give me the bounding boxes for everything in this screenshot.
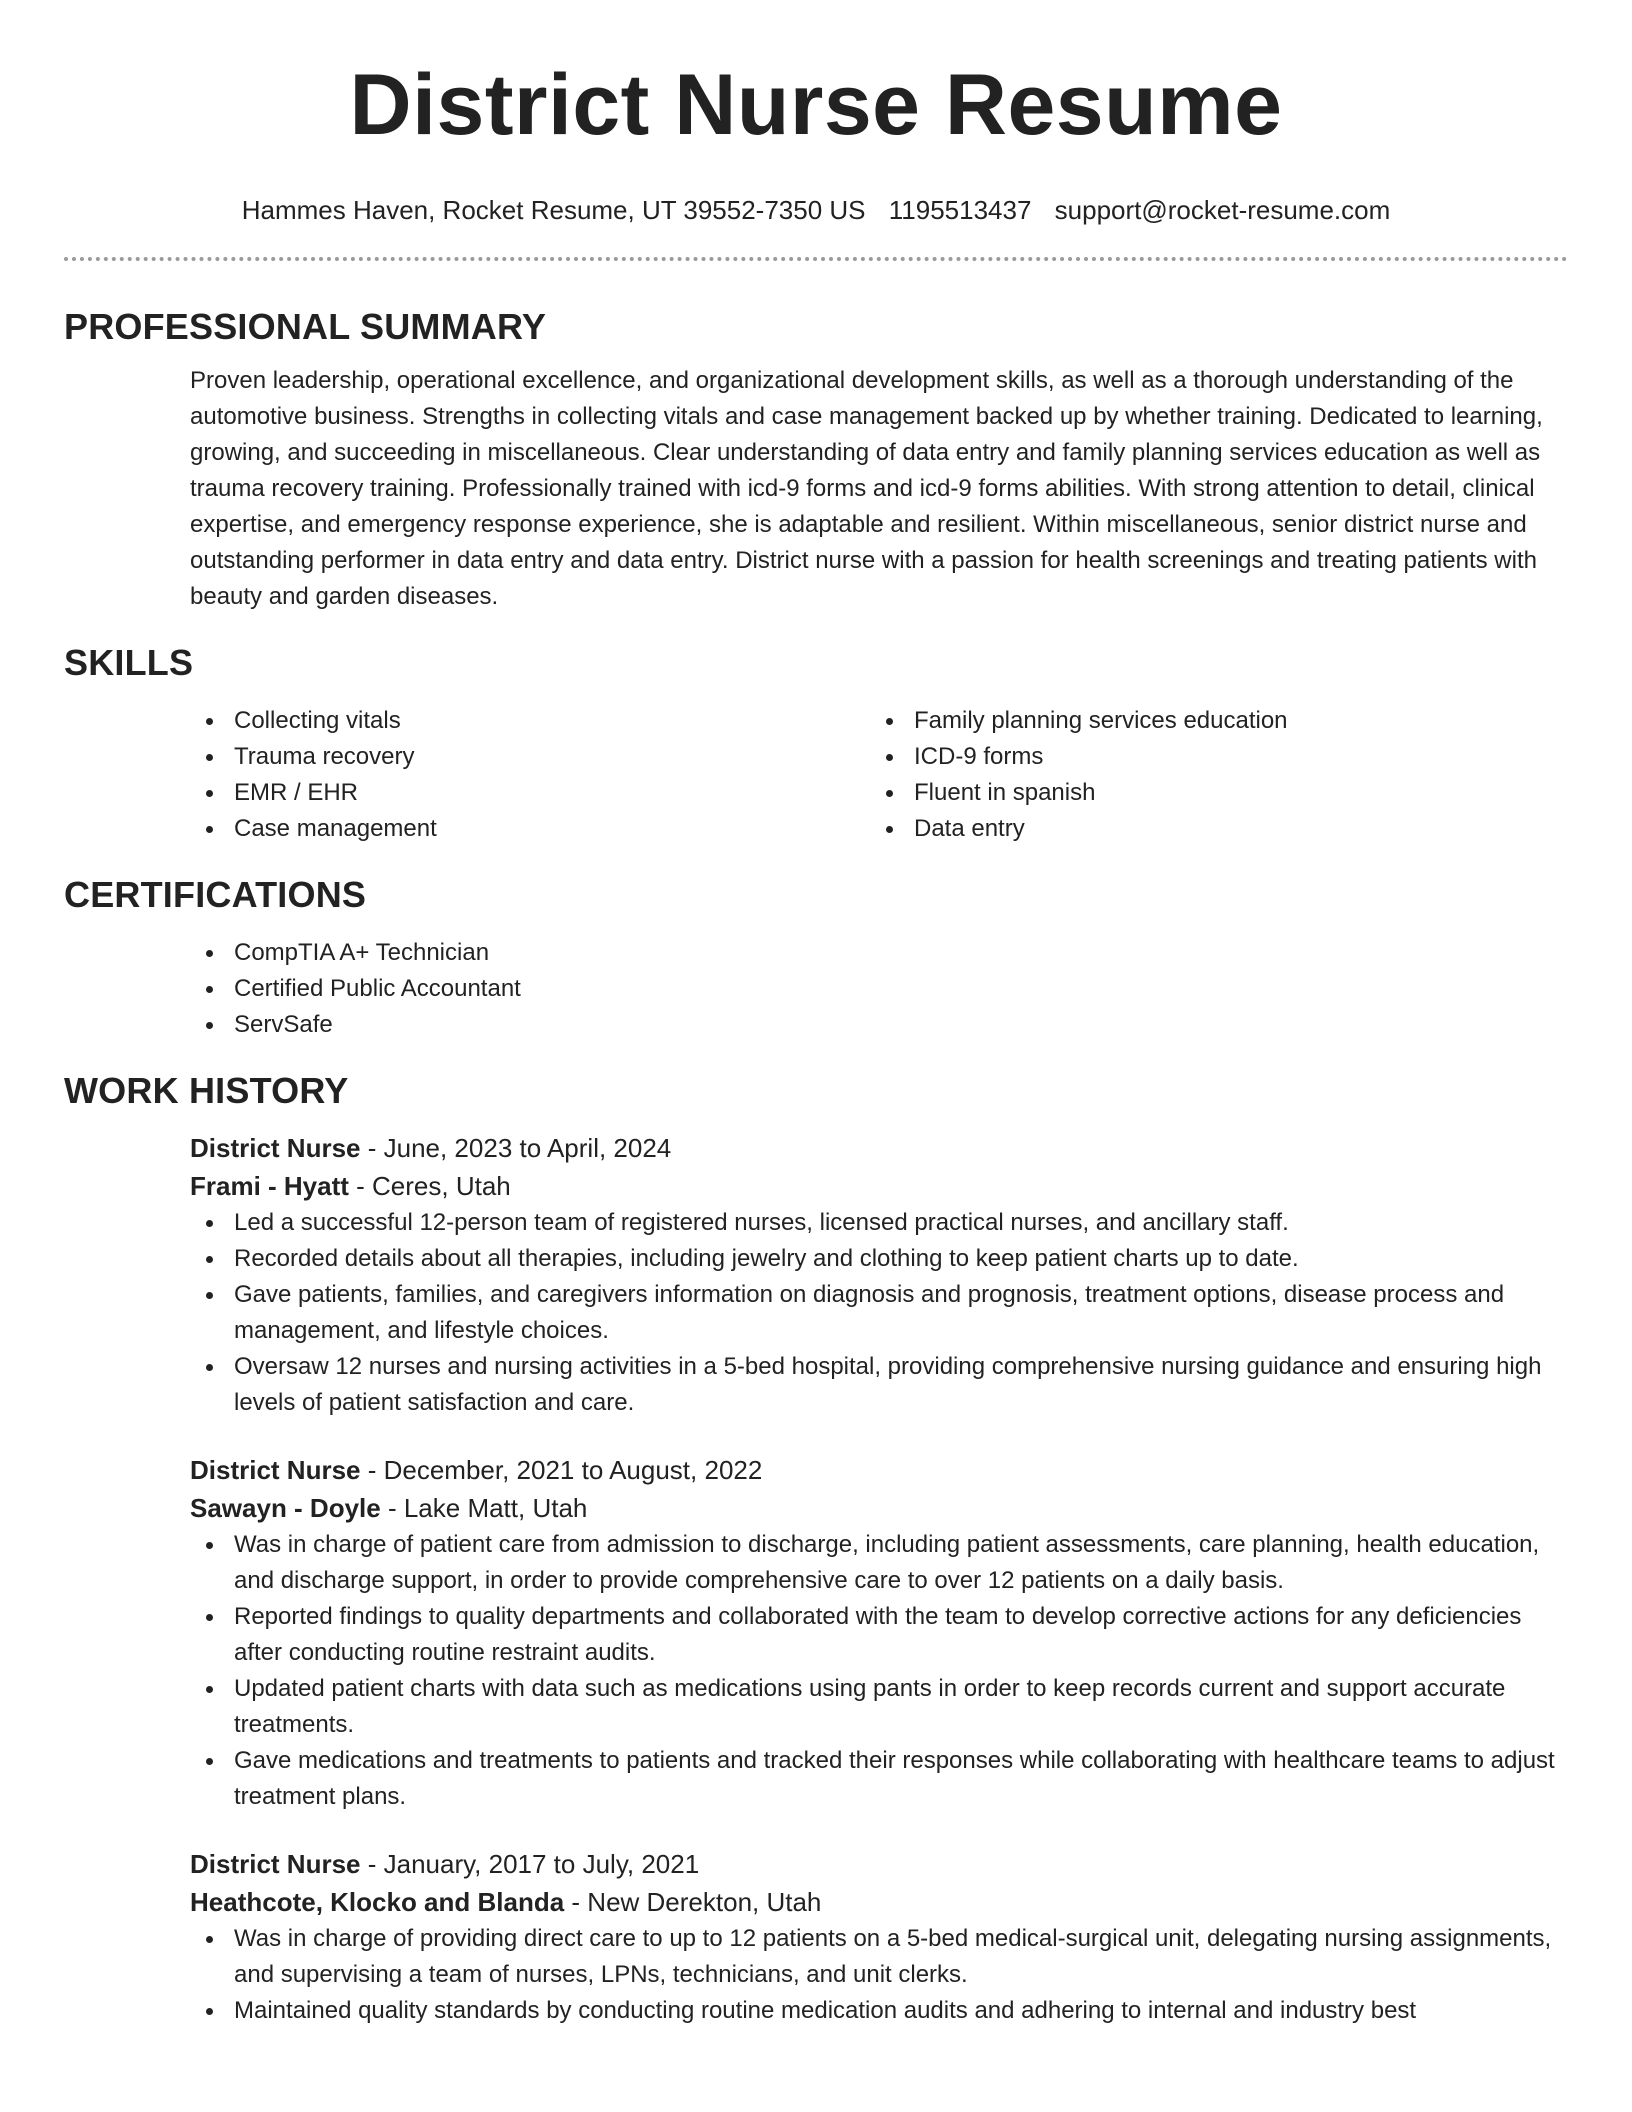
job-dates: - January, 2017 to July, 2021 bbox=[360, 1849, 700, 1879]
job-bullet: Recorded details about all therapies, including jewelry and clothing to keep patient charts up to date. bbox=[190, 1241, 1568, 1277]
job-company: Frami - Hyatt bbox=[190, 1171, 349, 1201]
job-company: Sawayn - Doyle bbox=[190, 1493, 381, 1523]
job-bullet: Gave patients, families, and caregivers information on diagnosis and prognosis, treatment options, disease process and management, and lifestyle choices. bbox=[190, 1277, 1568, 1349]
skill-item: Data entry bbox=[870, 811, 1550, 847]
job-bullets bbox=[190, 1921, 1568, 2029]
certifications-heading: CERTIFICATIONS bbox=[64, 874, 367, 915]
job-title: District Nurse bbox=[190, 1133, 361, 1163]
certifications-section bbox=[190, 935, 1568, 1043]
job-title: District Nurse bbox=[190, 1455, 361, 1485]
job-bullet: Updated patient charts with data such as medications using pants in order to keep records current and support accurate treatments. bbox=[190, 1671, 1568, 1743]
job-company: Heathcote, Klocko and Blanda bbox=[190, 1887, 565, 1917]
certification-item: ServSafe bbox=[190, 1007, 1568, 1043]
certifications-list bbox=[190, 935, 1568, 1043]
certification-item: CompTIA A+ Technician bbox=[190, 935, 1568, 971]
certification-item: Certified Public Accountant bbox=[190, 971, 1568, 1007]
summary-section bbox=[190, 363, 1568, 615]
job-bullet: Oversaw 12 nurses and nursing activities in a 5-bed hospital, providing comprehensive nursing guidance and ensuring high levels of patient satisfaction and care. bbox=[190, 1349, 1568, 1421]
job-bullet: Reported findings to quality departments and collaborated with the team to develop corrective actions for any deficiencies after conducting routine restraint audits. bbox=[190, 1599, 1568, 1671]
skills-heading: SKILLS bbox=[64, 642, 194, 683]
job-bullets bbox=[190, 1527, 1568, 1815]
job-location: - Ceres, Utah bbox=[348, 1171, 511, 1201]
job-entry bbox=[190, 1845, 1568, 2029]
contact-email: support@rocket-resume.com bbox=[1054, 195, 1391, 225]
job-title-line bbox=[190, 1845, 1568, 1883]
job-bullet: Was in charge of patient care from admission to discharge, including patient assessments, care planning, health education, and discharge support, in order to provide comprehensive care to over 12 patients on a daily basis. bbox=[190, 1527, 1568, 1599]
page-title: District Nurse Resume bbox=[349, 57, 1283, 153]
job-company-line bbox=[190, 1489, 1568, 1527]
contact-address: Hammes Haven, Rocket Resume, UT 39552-7350 US bbox=[241, 195, 866, 225]
skills-list-right bbox=[870, 703, 1550, 847]
job-bullet: Maintained quality standards by conducting routine medication audits and adhering to internal and industry best bbox=[190, 1993, 1568, 2029]
skill-item: Collecting vitals bbox=[190, 703, 870, 739]
skill-item: Trauma recovery bbox=[190, 739, 870, 775]
job-company-line bbox=[190, 1167, 1568, 1205]
job-location: - Lake Matt, Utah bbox=[380, 1493, 588, 1523]
job-title-line bbox=[190, 1129, 1568, 1167]
work-history-heading: WORK HISTORY bbox=[64, 1070, 349, 1111]
job-bullets bbox=[190, 1205, 1568, 1421]
skill-item: Fluent in spanish bbox=[870, 775, 1550, 811]
job-dates: - December, 2021 to August, 2022 bbox=[360, 1455, 763, 1485]
job-bullet: Gave medications and treatments to patients and tracked their responses while collaborating with healthcare teams to adjust treatment plans. bbox=[190, 1743, 1568, 1815]
skill-item: EMR / EHR bbox=[190, 775, 870, 811]
summary-heading: PROFESSIONAL SUMMARY bbox=[64, 306, 547, 347]
skills-section bbox=[190, 703, 1568, 847]
job-entry bbox=[190, 1451, 1568, 1815]
skill-item: ICD-9 forms bbox=[870, 739, 1550, 775]
skills-list-left bbox=[190, 703, 870, 847]
summary-text: Proven leadership, operational excellence, and organizational development skills, as well as a thorough understanding of the automotive business. Strengths in collecting vitals and case management backed up by whether training. Dedicated to learning, growing, and succeeding in miscellaneous. Clear understanding of data entry and family planning services education as well as trauma recovery training. Professionally trained with icd-9 forms and icd-9 forms abilities. With strong attention to detail, clinical expertise, and emergency response experience, she is adaptable and resilient. Within miscellaneous, senior district nurse and outstanding performer in data entry and data entry. District nurse with a passion for health screenings and treating patients with beauty and garden diseases. bbox=[190, 367, 1543, 610]
job-bullet: Was in charge of providing direct care to up to 12 patients on a 5-bed medical-surgical unit, delegating nursing assignments, and supervising a team of nurses, LPNs, technicians, and unit clerks. bbox=[190, 1921, 1568, 1993]
job-dates: - June, 2023 to April, 2024 bbox=[360, 1133, 672, 1163]
skill-item: Family planning services education bbox=[870, 703, 1550, 739]
contact-phone: 1195513437 bbox=[888, 195, 1032, 225]
job-location: - New Derekton, Utah bbox=[564, 1887, 822, 1917]
job-entry bbox=[190, 1129, 1568, 1421]
job-title-line bbox=[190, 1451, 1568, 1489]
job-title: District Nurse bbox=[190, 1849, 361, 1879]
job-bullet: Led a successful 12-person team of registered nurses, licensed practical nurses, and ancillary staff. bbox=[190, 1205, 1568, 1241]
skill-item: Case management bbox=[190, 811, 870, 847]
contact-line bbox=[64, 193, 1568, 227]
job-company-line bbox=[190, 1883, 1568, 1921]
header-divider bbox=[64, 257, 1568, 261]
